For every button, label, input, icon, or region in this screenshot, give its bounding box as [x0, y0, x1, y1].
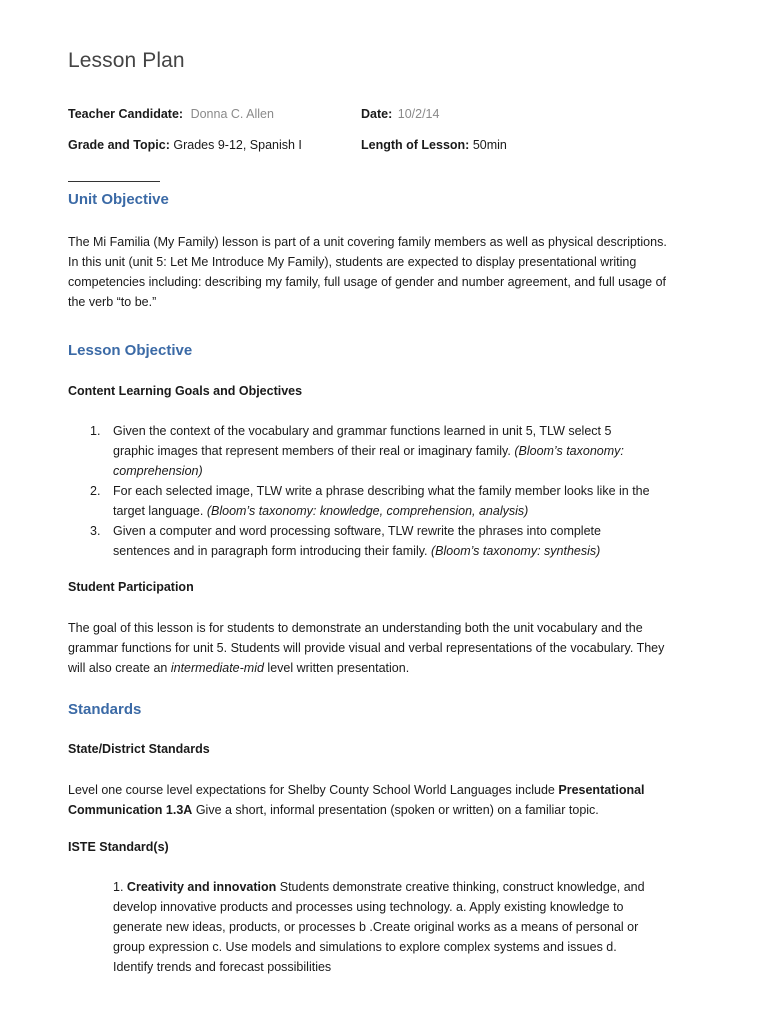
participation-text-b: level written presentation.	[267, 661, 410, 675]
content-goals-heading: Content Learning Goals and Objectives	[68, 384, 303, 398]
participation-text-a: The goal of this lesson is for students to demonstrate an understanding both the unit vocabulary and the grammar functions for unit 5. Students will provide visual and verbal representations of the vocabulary. They will also create an	[68, 621, 665, 675]
list-item-note: (Bloom’s taxonomy: knowledge, comprehension, analysis)	[206, 504, 529, 518]
unit-objective-text: The Mi Familia (My Family) lesson is part of a unit covering family members as well as physical descriptions. In this unit (unit 5: Let Me Introduce My Family), students are expected to display presentational writing competencies including: describing my family, full usage of gender and number agreement, and full usage of the verb “to be.”	[68, 235, 667, 309]
iste-standard-text	[113, 877, 658, 977]
date-label: Date:	[361, 107, 393, 121]
grade-row	[68, 138, 302, 152]
list-item-note: (Bloom’s taxonomy: comprehension)	[113, 444, 624, 478]
date-value: 10/2/14	[397, 107, 440, 121]
state-bold: Presentational Communication 1.3A	[68, 783, 645, 817]
state-text-b: Give a short, informal presentation (spoken or written) on a familiar topic.	[195, 803, 599, 817]
state-text-a: Level one course level expectations for Shelby County School World Languages include	[68, 783, 555, 797]
length-row	[361, 138, 507, 152]
iste-number: 1.	[113, 880, 124, 894]
grade-label: Grade and Topic:	[68, 138, 170, 152]
date-row	[361, 107, 439, 121]
list-item-number: 2.	[90, 484, 101, 498]
list-item-text: Given a computer and word processing software, TLW rewrite the phrases into complete sentences and in paragraph form introducing their family.	[113, 524, 601, 558]
state-standards-heading: State/District Standards	[68, 742, 210, 756]
teacher-row	[68, 107, 274, 121]
list-item-number: 1.	[90, 424, 101, 438]
list-item	[90, 421, 650, 481]
iste-bold: Creativity and innovation	[126, 880, 277, 894]
grade-value: Grades 9-12, Spanish I	[173, 138, 302, 152]
unit-objective-heading: Unit Objective	[68, 191, 169, 208]
iste-text: Students demonstrate creative thinking, construct knowledge, and develop innovative products and processes using technology. a. Apply existing knowledge to generate new ideas, products, or processes b .Create original works as a means of personal or group expression c. Use models and simulations to explore complex systems and issues d. Identify trends and forecast possibilities	[113, 880, 645, 974]
standards-heading: Standards	[68, 701, 142, 718]
list-item	[90, 481, 650, 521]
teacher-label: Teacher Candidate:	[68, 107, 184, 121]
list-item-number: 3.	[90, 524, 101, 538]
objectives-list	[90, 421, 650, 561]
state-standards-text	[68, 780, 668, 820]
list-item-text: Given the context of the vocabulary and grammar functions learned in unit 5, TLW select 5 graphic images that represent members of their real or imaginary family.	[113, 424, 612, 458]
page-title: Lesson Plan	[68, 49, 185, 72]
participation-text	[68, 618, 668, 678]
lesson-objective-heading: Lesson Objective	[68, 342, 193, 359]
teacher-value: Donna C. Allen	[190, 107, 274, 121]
list-item	[90, 521, 650, 561]
participation-heading: Student Participation	[68, 580, 194, 594]
list-item-text: For each selected image, TLW write a phrase describing what the family member looks like in the target language.	[113, 484, 650, 518]
length-value: 50min	[472, 138, 507, 152]
participation-italic: intermediate-mid	[170, 661, 264, 675]
length-label: Length of Lesson:	[361, 138, 470, 152]
divider	[68, 181, 160, 182]
iste-heading: ISTE Standard(s)	[68, 840, 169, 854]
list-item-note: (Bloom’s taxonomy: synthesis)	[431, 544, 601, 558]
